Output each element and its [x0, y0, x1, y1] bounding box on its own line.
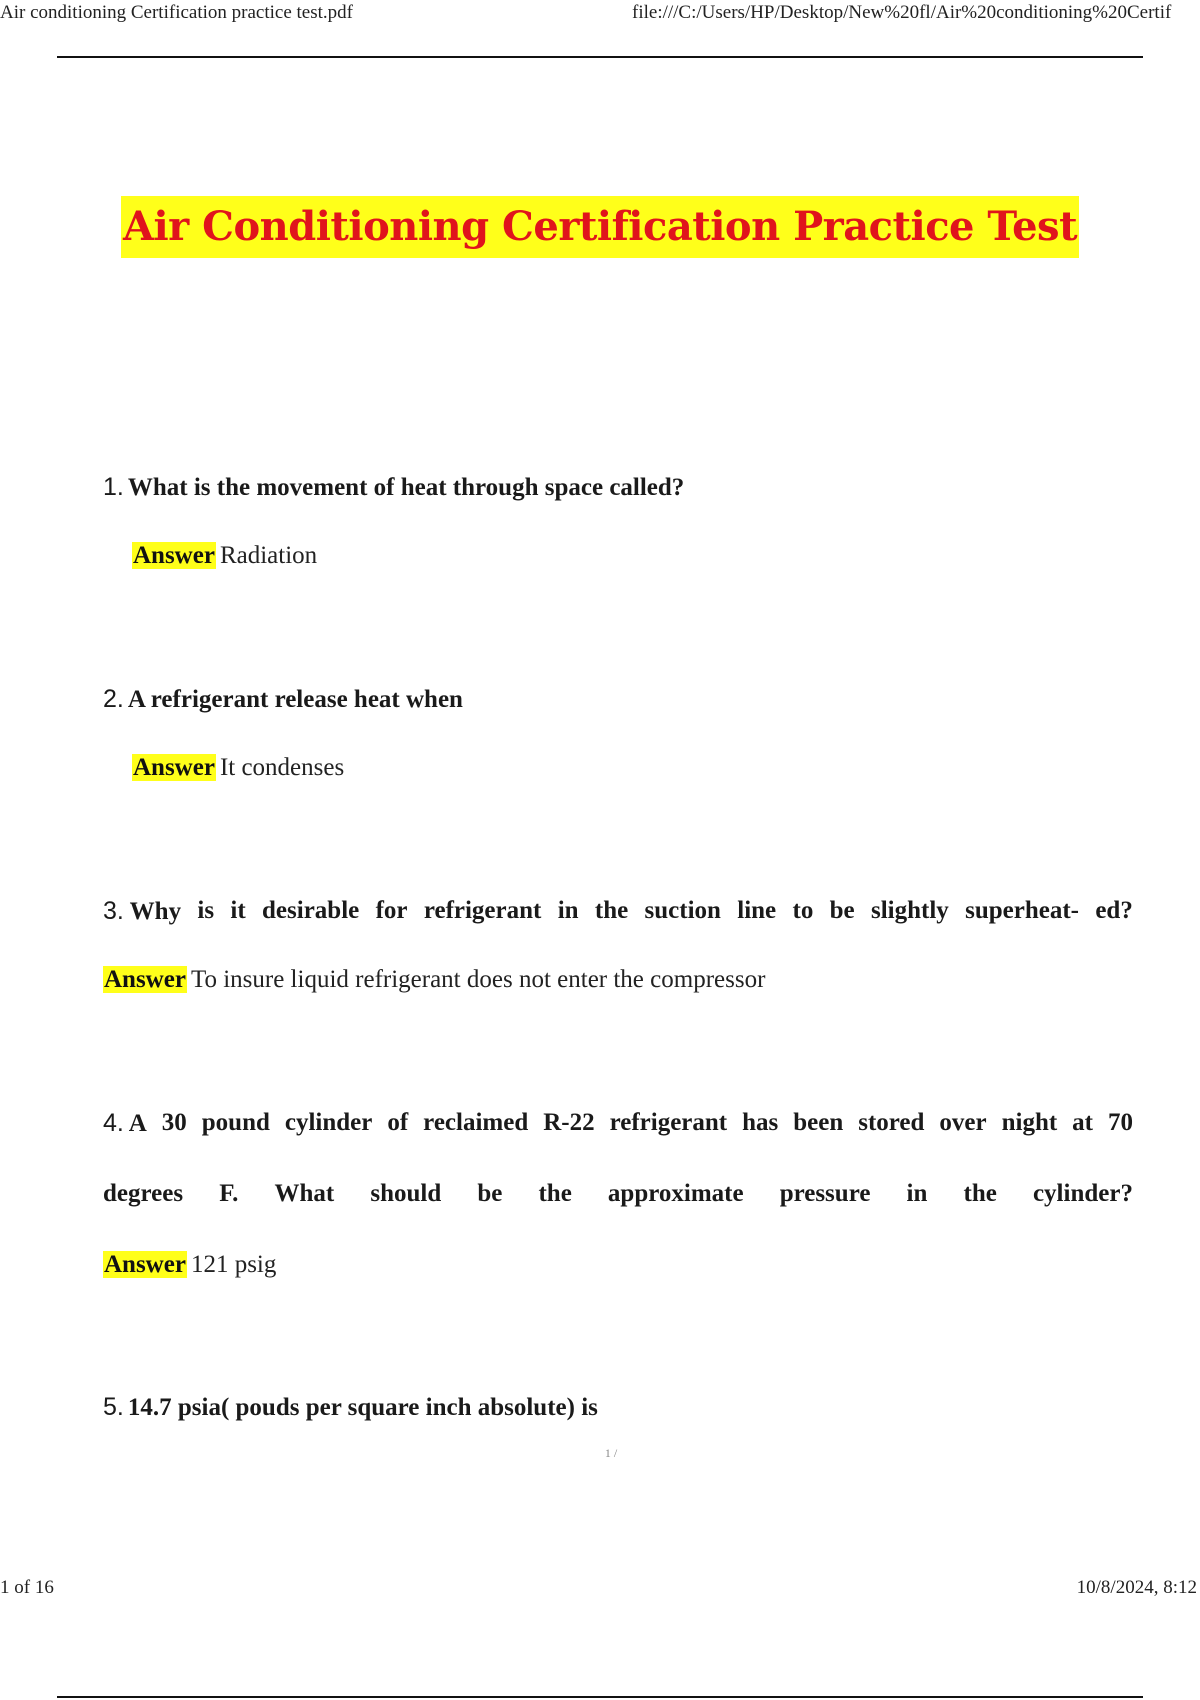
question-word: in	[557, 897, 579, 924]
question-word: pound	[201, 1109, 270, 1136]
question-word: R-22	[543, 1109, 595, 1136]
question-word: for	[375, 897, 408, 924]
answer-text: Radiation	[219, 542, 318, 569]
question-word: superheat-	[965, 897, 1079, 924]
question-4-line-1	[103, 1108, 1133, 1139]
answer-1	[132, 540, 317, 572]
question-word: stored	[858, 1109, 925, 1136]
answer-label: Answer	[133, 542, 215, 569]
question-number: 2.	[103, 685, 124, 713]
question-word: A	[128, 1110, 147, 1137]
question-word: cylinder	[284, 1109, 373, 1136]
question-text: A refrigerant release heat when	[127, 686, 463, 713]
answer-text: To insure liquid refrigerant does not enter the compressor	[190, 966, 766, 993]
question-word: reclaimed	[423, 1109, 529, 1136]
question-word: degrees	[103, 1180, 184, 1207]
question-1	[103, 472, 684, 503]
answer-label: Answer	[104, 1251, 186, 1278]
file-url: file:///C:/Users/HP/Desktop/New%20fl/Air%20conditioning%20Certif	[632, 2, 1172, 23]
answer-label: Answer	[104, 966, 186, 993]
page-marker: 1 /	[604, 1446, 618, 1460]
question-number: 1.	[103, 473, 124, 501]
question-word: Why	[129, 898, 182, 925]
question-word: desirable	[262, 897, 360, 924]
question-word: the	[538, 1180, 572, 1207]
question-number: 4.	[103, 1109, 124, 1137]
question-text: 14.7 psia( pouds per square inch absolute) is	[127, 1394, 598, 1421]
answer-text: 121 psig	[190, 1251, 277, 1278]
question-word: What	[274, 1180, 335, 1207]
answer-4	[103, 1249, 276, 1281]
question-word: should	[370, 1180, 442, 1207]
question-word: over	[939, 1109, 987, 1136]
answer-3	[103, 964, 765, 996]
question-word: to	[792, 897, 814, 924]
question-word: approximate	[607, 1180, 744, 1207]
document-title: Air conditioning Certification practice test.pdf	[0, 2, 353, 23]
question-5	[103, 1392, 598, 1423]
question-number: 3.	[103, 897, 124, 925]
question-3	[103, 896, 1133, 927]
question-word: at	[1072, 1109, 1093, 1136]
question-word: suction	[644, 897, 721, 924]
question-word: it	[230, 897, 246, 924]
question-word: the	[594, 897, 629, 924]
answer-label: Answer	[133, 754, 215, 781]
question-word: be	[477, 1180, 503, 1207]
question-number: 5.	[103, 1393, 124, 1421]
question-word: slightly	[870, 897, 949, 924]
question-word: the	[963, 1180, 997, 1207]
question-word: night	[1001, 1109, 1058, 1136]
question-word: pressure	[779, 1180, 871, 1207]
question-word: be	[829, 897, 855, 924]
page-title: Air Conditioning Certification Practice Test	[121, 196, 1079, 258]
question-word: ed?	[1095, 897, 1133, 924]
question-word: is	[197, 897, 215, 924]
footer-divider	[57, 1696, 1143, 1698]
question-word: 70	[1107, 1109, 1133, 1136]
print-datetime: 10/8/2024, 8:12	[1076, 1577, 1197, 1598]
page-count: 1 of 16	[0, 1577, 54, 1598]
header-divider	[57, 56, 1143, 58]
question-word: in	[906, 1180, 928, 1207]
question-word: has	[742, 1109, 779, 1136]
answer-text: It condenses	[219, 754, 345, 781]
question-text: What is the movement of heat through space called?	[127, 474, 685, 501]
question-word: been	[793, 1109, 844, 1136]
page-title-container	[0, 196, 1200, 258]
answer-2	[132, 752, 344, 784]
question-word: cylinder?	[1032, 1180, 1133, 1207]
question-word: of	[387, 1109, 409, 1136]
question-word: refrigerant	[609, 1109, 728, 1136]
question-word: line	[737, 897, 777, 924]
question-word: refrigerant	[423, 897, 542, 924]
question-2	[103, 684, 463, 715]
question-4-line-2	[103, 1179, 1133, 1209]
question-word: F.	[219, 1180, 239, 1207]
question-word: 30	[161, 1109, 187, 1136]
